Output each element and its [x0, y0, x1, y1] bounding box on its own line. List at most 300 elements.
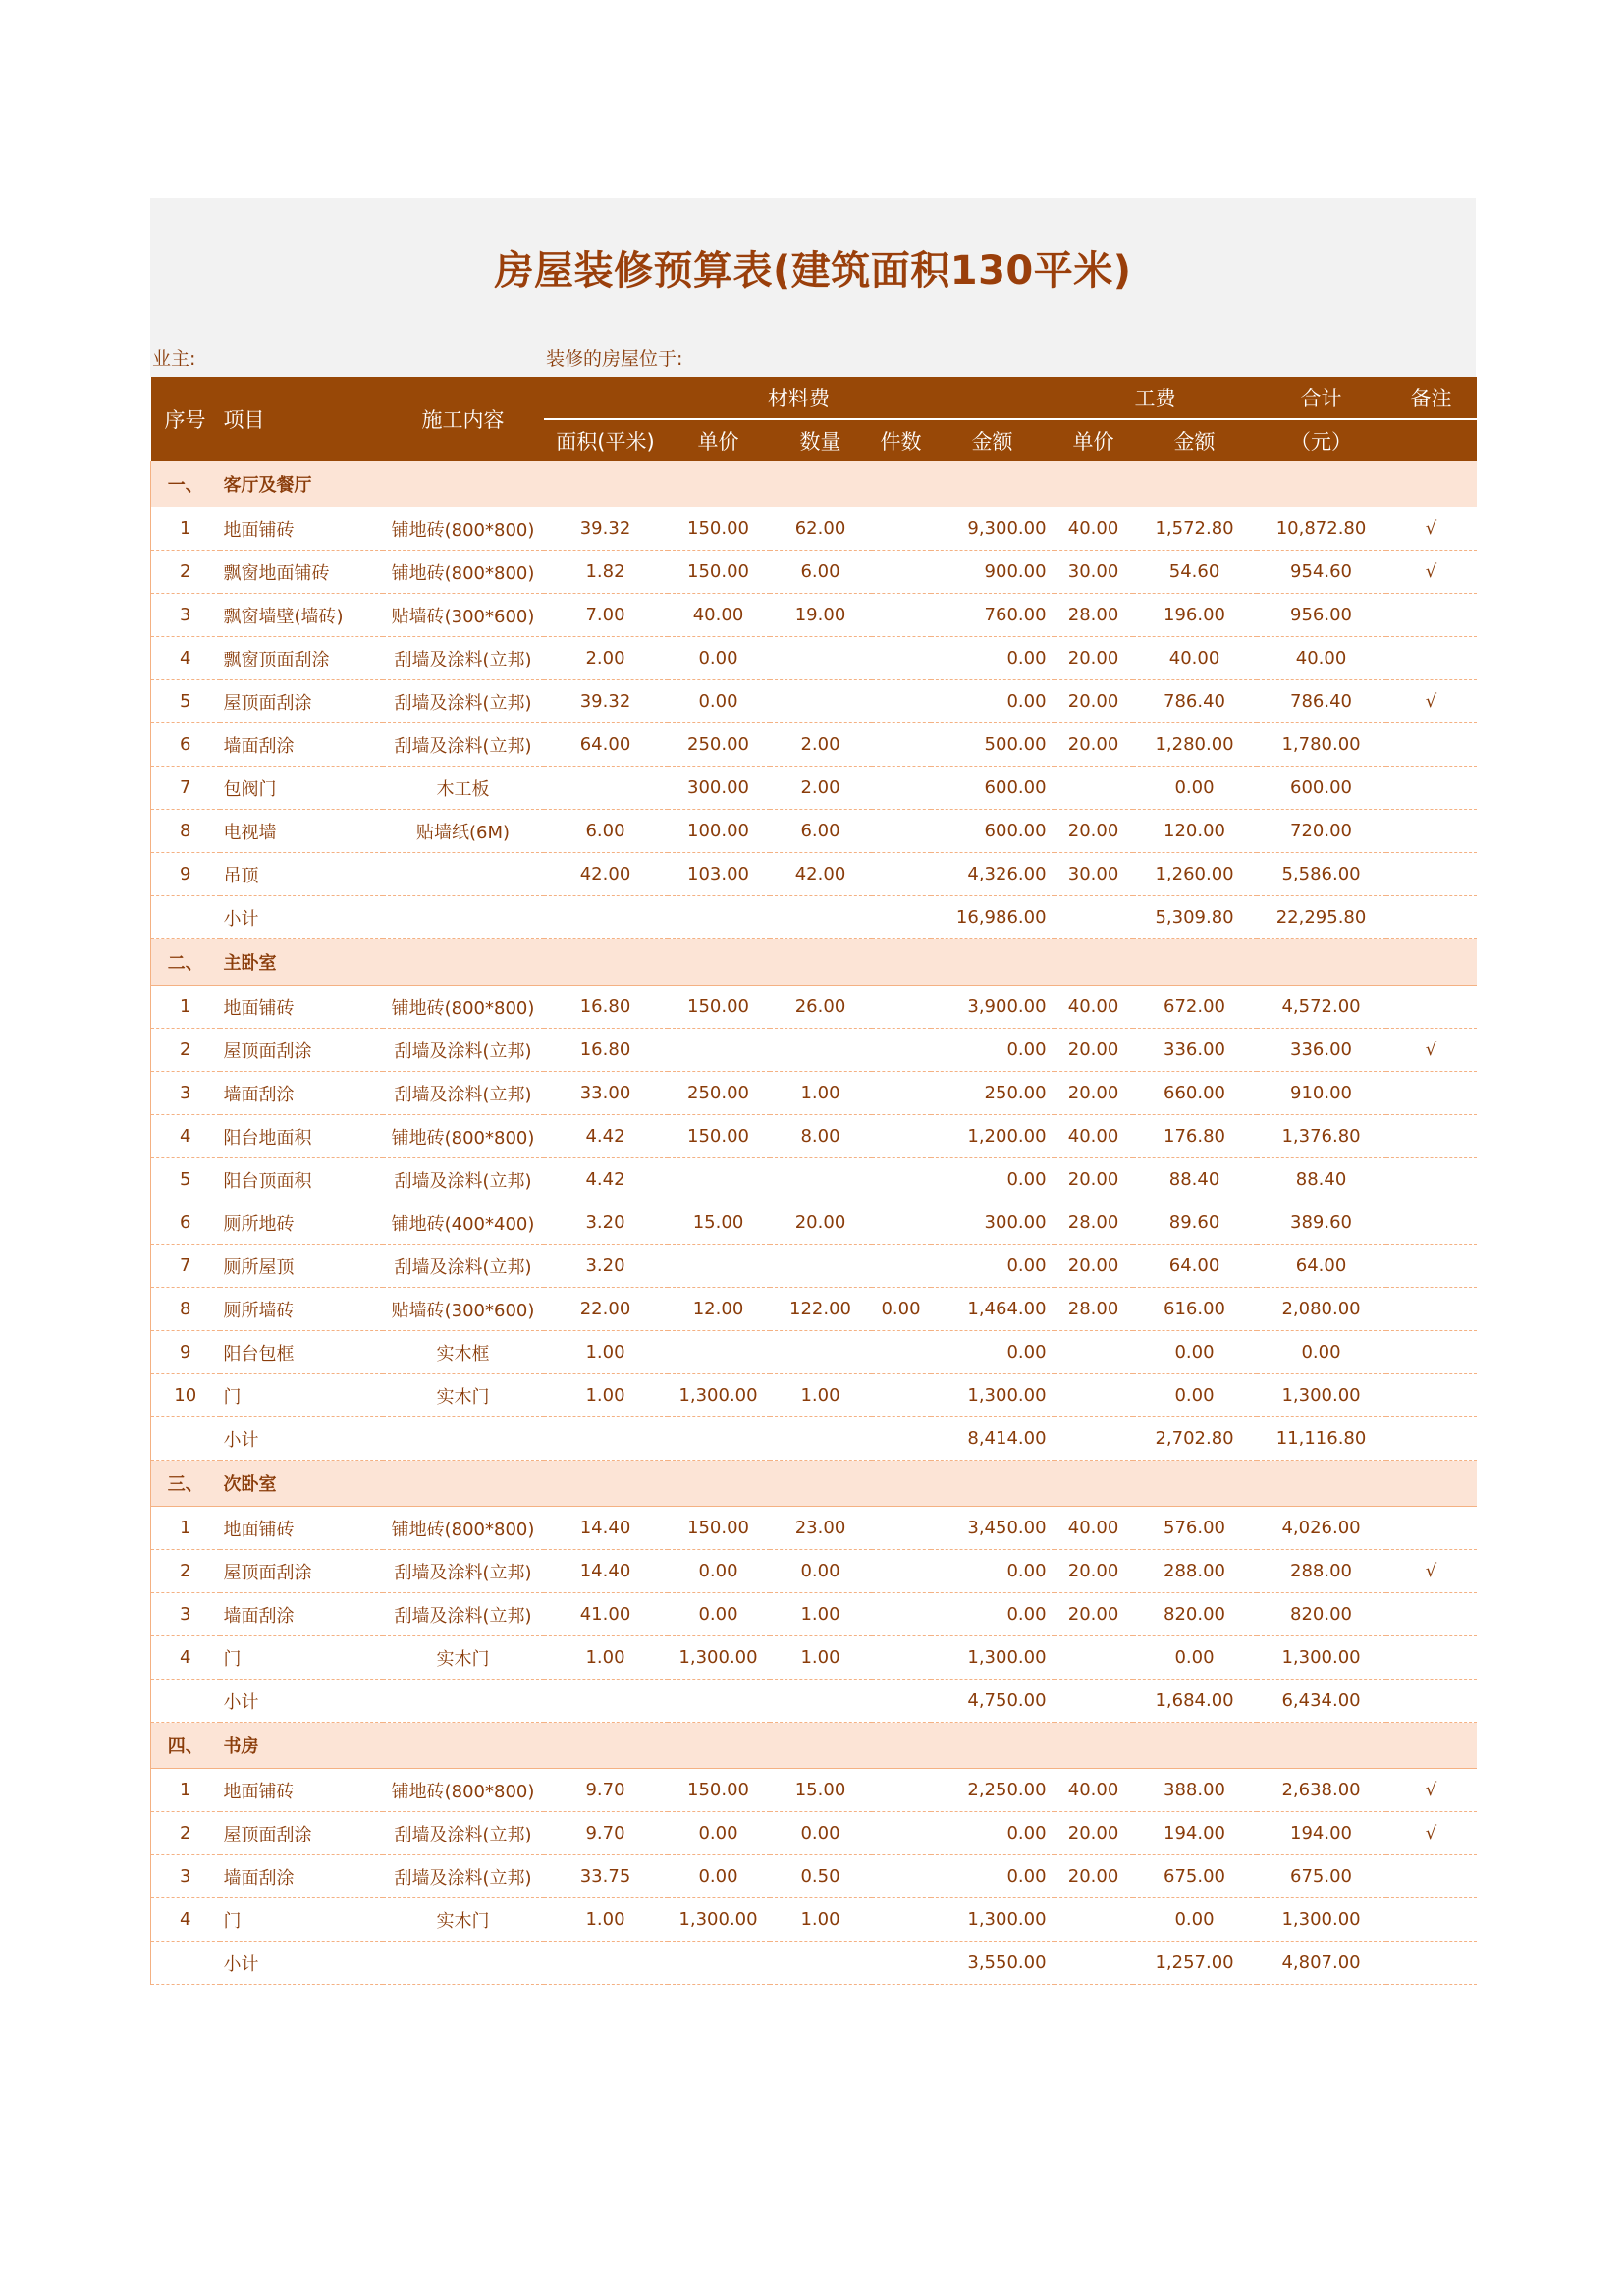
- content-cell: 刮墙及涂料(立邦): [383, 1812, 544, 1855]
- area-cell: 22.00: [544, 1288, 668, 1331]
- content-cell: 刮墙及涂料(立邦): [383, 1245, 544, 1288]
- area-cell: 2.00: [544, 637, 668, 680]
- seq-cell: 2: [151, 1812, 220, 1855]
- note-check-cell: [1386, 767, 1477, 810]
- table-row: [151, 1812, 1477, 1855]
- item-cell: 飘窗地面铺砖: [220, 551, 383, 594]
- content-cell: 刮墙及涂料(立邦): [383, 1029, 544, 1072]
- amount-cell: 900.00: [931, 551, 1055, 594]
- item-cell: 飘窗顶面刮涂: [220, 637, 383, 680]
- item-cell: 阳台包框: [220, 1331, 383, 1374]
- unit-price-cell: 1,300.00: [668, 1898, 770, 1942]
- amount-cell: 4,326.00: [931, 853, 1055, 896]
- unit-price-cell: 1,300.00: [668, 1636, 770, 1680]
- total-cell: 1,300.00: [1257, 1898, 1386, 1942]
- pieces-header: 件数: [872, 419, 931, 461]
- note-check-cell: [1386, 986, 1477, 1029]
- total-cell: 5,586.00: [1257, 853, 1386, 896]
- note-check-cell: [1386, 853, 1477, 896]
- pieces-cell: [872, 1507, 931, 1550]
- total-cell: 194.00: [1257, 1812, 1386, 1855]
- content-cell: [383, 853, 544, 896]
- pieces-cell: [872, 551, 931, 594]
- seq-cell: 1: [151, 1507, 220, 1550]
- unit-price-cell: 12.00: [668, 1288, 770, 1331]
- subtotal-blank: [1055, 1417, 1133, 1461]
- content-cell: 刮墙及涂料(立邦): [383, 680, 544, 723]
- unit-price-cell: 150.00: [668, 551, 770, 594]
- item-cell: 屋顶面刮涂: [220, 1550, 383, 1593]
- labor-price-cell: 20.00: [1055, 1855, 1133, 1898]
- amount-cell: 2,250.00: [931, 1769, 1055, 1812]
- subtotal-row: [151, 1942, 1477, 1985]
- note-check-cell: [1386, 810, 1477, 853]
- total-cell: 956.00: [1257, 594, 1386, 637]
- subtotal-labor-amount: 1,257.00: [1133, 1942, 1257, 1985]
- quantity-cell: 122.00: [770, 1288, 872, 1331]
- area-cell: 39.32: [544, 680, 668, 723]
- amount-cell: 1,300.00: [931, 1374, 1055, 1417]
- subtotal-row: [151, 1417, 1477, 1461]
- area-cell: 4.42: [544, 1158, 668, 1201]
- labor-price-cell: [1055, 767, 1133, 810]
- subtotal-blank: [544, 1680, 668, 1723]
- labor-price-cell: 28.00: [1055, 594, 1133, 637]
- amount-cell: 0.00: [931, 1550, 1055, 1593]
- area-cell: 3.20: [544, 1245, 668, 1288]
- note-check-cell: √: [1386, 1812, 1477, 1855]
- note-check-cell: [1386, 1507, 1477, 1550]
- table-row: [151, 1245, 1477, 1288]
- table-row: [151, 767, 1477, 810]
- pieces-cell: [872, 680, 931, 723]
- seq-cell: 2: [151, 1550, 220, 1593]
- amount-cell: 0.00: [931, 680, 1055, 723]
- content-header: 施工内容: [383, 377, 544, 461]
- labor-price-cell: 20.00: [1055, 1245, 1133, 1288]
- total-cell: 88.40: [1257, 1158, 1386, 1201]
- amount-cell: 600.00: [931, 810, 1055, 853]
- amount-cell: 1,464.00: [931, 1288, 1055, 1331]
- area-cell: 9.70: [544, 1812, 668, 1855]
- labor-group-header: 工费: [1055, 377, 1257, 419]
- pieces-cell: [872, 1115, 931, 1158]
- labor-amount-cell: 89.60: [1133, 1201, 1257, 1245]
- total-cell: 600.00: [1257, 767, 1386, 810]
- subtotal-blank: [383, 1680, 544, 1723]
- unit-price-cell: 150.00: [668, 507, 770, 551]
- labor-amount-cell: 120.00: [1133, 810, 1257, 853]
- labor-price-cell: [1055, 1636, 1133, 1680]
- item-cell: 墙面刮涂: [220, 1593, 383, 1636]
- total-cell: 954.60: [1257, 551, 1386, 594]
- table-row: [151, 680, 1477, 723]
- total-cell: 64.00: [1257, 1245, 1386, 1288]
- section-number: 二、: [151, 939, 220, 986]
- labor-price-cell: 20.00: [1055, 680, 1133, 723]
- title-band: [150, 198, 1476, 337]
- pieces-cell: [872, 1855, 931, 1898]
- item-cell: 地面铺砖: [220, 1769, 383, 1812]
- item-cell: 屋顶面刮涂: [220, 680, 383, 723]
- table-row: [151, 637, 1477, 680]
- area-cell: 41.00: [544, 1593, 668, 1636]
- table-row: [151, 1550, 1477, 1593]
- labor-amount-cell: 672.00: [1133, 986, 1257, 1029]
- subtotal-label: 小计: [220, 1942, 383, 1985]
- content-cell: 贴墙砖(300*600): [383, 1288, 544, 1331]
- subtotal-total: 4,807.00: [1257, 1942, 1386, 1985]
- amount-cell: 0.00: [931, 1158, 1055, 1201]
- total-cell: 389.60: [1257, 1201, 1386, 1245]
- table-row: [151, 986, 1477, 1029]
- amount-header: 金额: [931, 419, 1055, 461]
- quantity-cell: 6.00: [770, 551, 872, 594]
- quantity-cell: 42.00: [770, 853, 872, 896]
- amount-cell: 0.00: [931, 1812, 1055, 1855]
- area-cell: 14.40: [544, 1507, 668, 1550]
- quantity-cell: [770, 680, 872, 723]
- note-check-cell: [1386, 723, 1477, 767]
- amount-cell: 0.00: [931, 1331, 1055, 1374]
- area-cell: 9.70: [544, 1769, 668, 1812]
- pieces-cell: [872, 1636, 931, 1680]
- labor-amount-cell: 0.00: [1133, 1636, 1257, 1680]
- subtotal-blank: [544, 1417, 668, 1461]
- subtotal-label: 小计: [220, 1417, 383, 1461]
- amount-cell: 3,450.00: [931, 1507, 1055, 1550]
- subtotal-total: 11,116.80: [1257, 1417, 1386, 1461]
- content-cell: 刮墙及涂料(立邦): [383, 1550, 544, 1593]
- subtotal-blank: [544, 1942, 668, 1985]
- pieces-cell: [872, 853, 931, 896]
- quantity-cell: 2.00: [770, 767, 872, 810]
- content-cell: 刮墙及涂料(立邦): [383, 1855, 544, 1898]
- content-cell: 实木门: [383, 1636, 544, 1680]
- pieces-cell: [872, 1331, 931, 1374]
- content-cell: 铺地砖(800*800): [383, 507, 544, 551]
- note-check-cell: [1386, 1201, 1477, 1245]
- area-cell: [544, 767, 668, 810]
- note-check-cell: [1386, 1115, 1477, 1158]
- labor-price-cell: 40.00: [1055, 986, 1133, 1029]
- section-number: 四、: [151, 1723, 220, 1769]
- labor-amount-cell: 1,260.00: [1133, 853, 1257, 896]
- unit-price-cell: [668, 1245, 770, 1288]
- table-row: [151, 1898, 1477, 1942]
- table-row: [151, 551, 1477, 594]
- seq-cell: 10: [151, 1374, 220, 1417]
- subtotal-blank: [668, 1942, 770, 1985]
- table-row: [151, 507, 1477, 551]
- pieces-cell: [872, 723, 931, 767]
- section-header-row: [151, 939, 1477, 986]
- content-cell: 木工板: [383, 767, 544, 810]
- item-cell: 吊顶: [220, 853, 383, 896]
- subtotal-blank: [151, 1680, 220, 1723]
- item-cell: 墙面刮涂: [220, 723, 383, 767]
- subtotal-blank: [544, 896, 668, 939]
- amount-cell: 1,300.00: [931, 1898, 1055, 1942]
- total-cell: 10,872.80: [1257, 507, 1386, 551]
- area-cell: 1.00: [544, 1898, 668, 1942]
- location-label: 装修的房屋位于:: [546, 348, 683, 370]
- seq-cell: 7: [151, 767, 220, 810]
- section-name: 主卧室: [220, 939, 1477, 986]
- labor-price-cell: 30.00: [1055, 853, 1133, 896]
- quantity-cell: [770, 1158, 872, 1201]
- table-row: [151, 1201, 1477, 1245]
- note-check-cell: [1386, 1898, 1477, 1942]
- note-header-blank: [1386, 419, 1477, 461]
- item-header: 项目: [220, 377, 383, 461]
- labor-price-cell: [1055, 1374, 1133, 1417]
- pieces-cell: [872, 1374, 931, 1417]
- note-check-cell: √: [1386, 680, 1477, 723]
- area-cell: 16.80: [544, 986, 668, 1029]
- item-cell: 墙面刮涂: [220, 1855, 383, 1898]
- subtotal-labor-amount: 5,309.80: [1133, 896, 1257, 939]
- owner-label: 业主:: [152, 348, 196, 370]
- material-group-header: 材料费: [544, 377, 1055, 419]
- subtotal-blank: [770, 1680, 872, 1723]
- note-check-cell: [1386, 1374, 1477, 1417]
- pieces-cell: [872, 1769, 931, 1812]
- pieces-cell: [872, 594, 931, 637]
- item-cell: 电视墙: [220, 810, 383, 853]
- quantity-cell: 1.00: [770, 1374, 872, 1417]
- labor-amount-cell: 40.00: [1133, 637, 1257, 680]
- unit-price-cell: 0.00: [668, 637, 770, 680]
- subtotal-label: 小计: [220, 896, 383, 939]
- item-cell: 飘窗墙壁(墙砖): [220, 594, 383, 637]
- labor-price-cell: 20.00: [1055, 1812, 1133, 1855]
- unit-price-cell: [668, 1029, 770, 1072]
- labor-price-cell: 40.00: [1055, 1507, 1133, 1550]
- labor-price-cell: 30.00: [1055, 551, 1133, 594]
- total-cell: 1,376.80: [1257, 1115, 1386, 1158]
- seq-cell: 7: [151, 1245, 220, 1288]
- area-cell: 39.32: [544, 507, 668, 551]
- note-check-cell: √: [1386, 507, 1477, 551]
- amount-cell: 9,300.00: [931, 507, 1055, 551]
- unit-price-cell: 15.00: [668, 1201, 770, 1245]
- quantity-cell: [770, 1331, 872, 1374]
- subtotal-blank: [770, 896, 872, 939]
- table-row: [151, 594, 1477, 637]
- labor-price-cell: 40.00: [1055, 507, 1133, 551]
- subtotal-blank: [1055, 896, 1133, 939]
- pieces-cell: [872, 1158, 931, 1201]
- content-cell: 铺地砖(800*800): [383, 1115, 544, 1158]
- total-cell: 820.00: [1257, 1593, 1386, 1636]
- section-header-row: [151, 1723, 1477, 1769]
- table-row: [151, 1331, 1477, 1374]
- total-cell: 1,300.00: [1257, 1636, 1386, 1680]
- unit-price-cell: 0.00: [668, 1812, 770, 1855]
- seq-cell: 5: [151, 1158, 220, 1201]
- labor-amount-cell: 288.00: [1133, 1550, 1257, 1593]
- seq-cell: 6: [151, 1201, 220, 1245]
- labor-amount-cell: 576.00: [1133, 1507, 1257, 1550]
- content-cell: 实木门: [383, 1898, 544, 1942]
- table-row: [151, 723, 1477, 767]
- subtotal-blank: [872, 1417, 931, 1461]
- labor-price-cell: 20.00: [1055, 1158, 1133, 1201]
- labor-price-cell: 20.00: [1055, 1550, 1133, 1593]
- note-check-cell: √: [1386, 1029, 1477, 1072]
- subtotal-blank: [151, 896, 220, 939]
- seq-cell: 2: [151, 551, 220, 594]
- subtotal-blank: [383, 1942, 544, 1985]
- amount-cell: 3,900.00: [931, 986, 1055, 1029]
- unit-price-cell: [668, 1158, 770, 1201]
- section-name: 客厅及餐厅: [220, 461, 1477, 507]
- labor-amount-cell: 194.00: [1133, 1812, 1257, 1855]
- amount-cell: 500.00: [931, 723, 1055, 767]
- content-cell: 刮墙及涂料(立邦): [383, 723, 544, 767]
- subtotal-blank: [1055, 1680, 1133, 1723]
- subtotal-blank: [383, 896, 544, 939]
- content-cell: 铺地砖(800*800): [383, 986, 544, 1029]
- content-cell: 实木框: [383, 1331, 544, 1374]
- pieces-cell: [872, 1593, 931, 1636]
- note-check-cell: [1386, 1593, 1477, 1636]
- quantity-cell: 23.00: [770, 1507, 872, 1550]
- labor-amount-cell: 616.00: [1133, 1288, 1257, 1331]
- seq-cell: 4: [151, 1898, 220, 1942]
- content-cell: 铺地砖(400*400): [383, 1201, 544, 1245]
- total-cell: 1,300.00: [1257, 1374, 1386, 1417]
- amount-cell: 0.00: [931, 1029, 1055, 1072]
- labor-price-cell: 20.00: [1055, 810, 1133, 853]
- section-header-row: [151, 461, 1477, 507]
- subtotal-blank: [1386, 1680, 1477, 1723]
- budget-sheet: [150, 198, 1476, 1985]
- note-check-cell: [1386, 1331, 1477, 1374]
- table-row: [151, 1769, 1477, 1812]
- labor-amount-cell: 336.00: [1133, 1029, 1257, 1072]
- item-cell: 地面铺砖: [220, 986, 383, 1029]
- amount-cell: 1,300.00: [931, 1636, 1055, 1680]
- unit-price-cell: 100.00: [668, 810, 770, 853]
- seq-cell: 3: [151, 594, 220, 637]
- subtotal-row: [151, 896, 1477, 939]
- labor-amount-cell: 64.00: [1133, 1245, 1257, 1288]
- pieces-cell: [872, 1072, 931, 1115]
- pieces-cell: [872, 1029, 931, 1072]
- labor-amount-cell: 660.00: [1133, 1072, 1257, 1115]
- note-check-cell: [1386, 637, 1477, 680]
- note-check-cell: [1386, 1072, 1477, 1115]
- labor-price-cell: [1055, 1331, 1133, 1374]
- content-cell: 刮墙及涂料(立邦): [383, 1158, 544, 1201]
- section-name: 次卧室: [220, 1461, 1477, 1507]
- table-row: [151, 1374, 1477, 1417]
- subtotal-blank: [1386, 1942, 1477, 1985]
- seq-cell: 4: [151, 1115, 220, 1158]
- subtotal-amount: 3,550.00: [931, 1942, 1055, 1985]
- amount-cell: 0.00: [931, 637, 1055, 680]
- unit-price-cell: 0.00: [668, 1593, 770, 1636]
- labor-price-cell: 40.00: [1055, 1769, 1133, 1812]
- table-row: [151, 1288, 1477, 1331]
- area-cell: 42.00: [544, 853, 668, 896]
- area-cell: 1.00: [544, 1636, 668, 1680]
- item-cell: 屋顶面刮涂: [220, 1812, 383, 1855]
- area-cell: 33.75: [544, 1855, 668, 1898]
- unit-price-cell: 150.00: [668, 1507, 770, 1550]
- item-cell: 门: [220, 1898, 383, 1942]
- seq-cell: 3: [151, 1072, 220, 1115]
- amount-cell: 760.00: [931, 594, 1055, 637]
- pieces-cell: [872, 507, 931, 551]
- note-check-cell: [1386, 1636, 1477, 1680]
- seq-cell: 8: [151, 810, 220, 853]
- subtotal-total: 22,295.80: [1257, 896, 1386, 939]
- pieces-cell: [872, 767, 931, 810]
- content-cell: 刮墙及涂料(立邦): [383, 1593, 544, 1636]
- pieces-cell: [872, 1550, 931, 1593]
- labor-price-cell: 40.00: [1055, 1115, 1133, 1158]
- labor-amount-cell: 0.00: [1133, 1898, 1257, 1942]
- item-cell: 门: [220, 1374, 383, 1417]
- unit-price-cell: 150.00: [668, 1115, 770, 1158]
- pieces-cell: [872, 1201, 931, 1245]
- seq-cell: 4: [151, 637, 220, 680]
- total-group-header: 合计: [1257, 377, 1386, 419]
- quantity-cell: [770, 1245, 872, 1288]
- seq-cell: 3: [151, 1855, 220, 1898]
- subtotal-blank: [668, 1417, 770, 1461]
- quantity-cell: 2.00: [770, 723, 872, 767]
- quantity-cell: 15.00: [770, 1769, 872, 1812]
- quantity-cell: 1.00: [770, 1898, 872, 1942]
- total-cell: 2,638.00: [1257, 1769, 1386, 1812]
- area-header: 面积(平米): [544, 419, 668, 461]
- labor-amount-cell: 0.00: [1133, 1374, 1257, 1417]
- area-cell: 14.40: [544, 1550, 668, 1593]
- unit-price-cell: [668, 1331, 770, 1374]
- quantity-cell: 62.00: [770, 507, 872, 551]
- labor-amount-cell: 1,280.00: [1133, 723, 1257, 767]
- subtotal-total: 6,434.00: [1257, 1680, 1386, 1723]
- note-check-cell: [1386, 1288, 1477, 1331]
- labor-amount-cell: 1,572.80: [1133, 507, 1257, 551]
- labor-amount-cell: 176.80: [1133, 1115, 1257, 1158]
- amount-cell: 0.00: [931, 1593, 1055, 1636]
- subtotal-blank: [872, 1680, 931, 1723]
- content-cell: 铺地砖(800*800): [383, 1507, 544, 1550]
- labor-price-cell: 20.00: [1055, 723, 1133, 767]
- quantity-cell: 6.00: [770, 810, 872, 853]
- table-row: [151, 1029, 1477, 1072]
- note-check-cell: [1386, 594, 1477, 637]
- labor-price-cell: 20.00: [1055, 637, 1133, 680]
- content-cell: 铺地砖(800*800): [383, 1769, 544, 1812]
- subtotal-amount: 8,414.00: [931, 1417, 1055, 1461]
- subtotal-blank: [1386, 1417, 1477, 1461]
- item-cell: 墙面刮涂: [220, 1072, 383, 1115]
- seq-cell: 3: [151, 1593, 220, 1636]
- budget-table: [150, 377, 1477, 1985]
- table-row: [151, 1855, 1477, 1898]
- quantity-cell: 26.00: [770, 986, 872, 1029]
- unit-price-cell: 300.00: [668, 767, 770, 810]
- amount-cell: 0.00: [931, 1855, 1055, 1898]
- total-cell: 675.00: [1257, 1855, 1386, 1898]
- pieces-cell: [872, 1245, 931, 1288]
